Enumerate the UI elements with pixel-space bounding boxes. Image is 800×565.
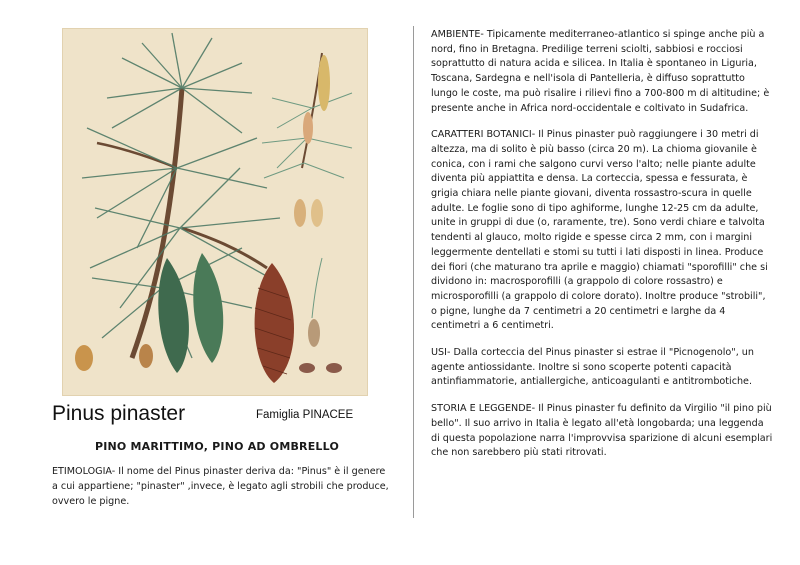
usi-paragraph: USI- Dalla corteccia del Pinus pinaster si estrae il "Picnogenolo", un agente antiossidante. Inoltre si sono scoperte potenti capacità antinfiammatorie, antiallergiche, anticoagulanti e antitrombotiche. <box>431 347 754 388</box>
etimologia-paragraph: ETIMOLOGIA- Il nome del Pinus pinaster deriva da: "Pinus" è il genere a cui appartiene; "pinaster" ,invece, è legato agli strobili che produce, ovvero le pigne. <box>52 466 389 507</box>
botanical-illustration <box>62 28 368 396</box>
family-label: Famiglia PINACEE <box>256 409 354 421</box>
column-divider <box>413 26 414 518</box>
ambiente-paragraph: AMBIENTE- Tipicamente mediterraneo-atlantico si spinge anche più a nord, fino in Bretagna. Predilige terreni sciolti, sabbiosi e rocciosi soprattutto di natura acida e silicea. In Italia è spontaneo in Liguria, Toscana, Sardegna e nell'isola di Pantelleria, è diffuso soprattutto lungo le coste, ma può risalire i rilievi fino a 700-800 m di altitudine; è presente anche in Africa nord-occidentale e coltivato in Sudafrica. <box>431 29 770 114</box>
species-title: Pinus pinaster <box>52 402 186 425</box>
caratteri-botanici-paragraph: CARATTERI BOTANICI- Il Pinus pinaster può raggiungere i 30 metri di altezza, ma di solito è più basso (circa 20 m). La chioma giovanile è conica, con i rami che salgono curvi verso l'alto; nelle piante adulte diventa più appiattita e densa. La corteccia, spessa e fessurata, è grigia chiara nelle piante giovani, diventa rossastro-scura in quelle adulte. Le foglie sono di tipo aghiforme, lunghe 12-25 cm da adulte, unite in gruppi di due (o, raramente, tre). Sono verdi chiare e talvolta tendenti al glauco, molto rigide e spesse circa 2 mm, con i margini leggermente dentellati e stomi su tutti i lati disposti in linea. Produce dei fiori (che maturano tra aprile e maggio) chiamati "sporofilli" che si dividono in: macrosporofilli (a grappolo di colore rossastro) e microsporofilli (a grappolo di colore dorato). Inoltre produce "strobili", o pigne, lunghe da 7 centimetri a 20 centimetri e larghe da 4 centimetri a 6 centimetri. <box>431 129 768 332</box>
right-column <box>431 28 773 473</box>
title-row <box>52 402 382 432</box>
common-names-heading: PINO MARITTIMO, PINO AD OMBRELLO <box>94 440 340 453</box>
storia-leggende-paragraph: STORIA E LEGGENDE- Il Pinus pinaster fu definito da Virgilio "il pino più bello". Il suo arrivo in Italia è legato all'età longobarda; una leggenda di questa popolazione narra l'improvvisa sparizione di alcuni esemplari che non sarebbero più stati ritrovati. <box>431 403 773 459</box>
